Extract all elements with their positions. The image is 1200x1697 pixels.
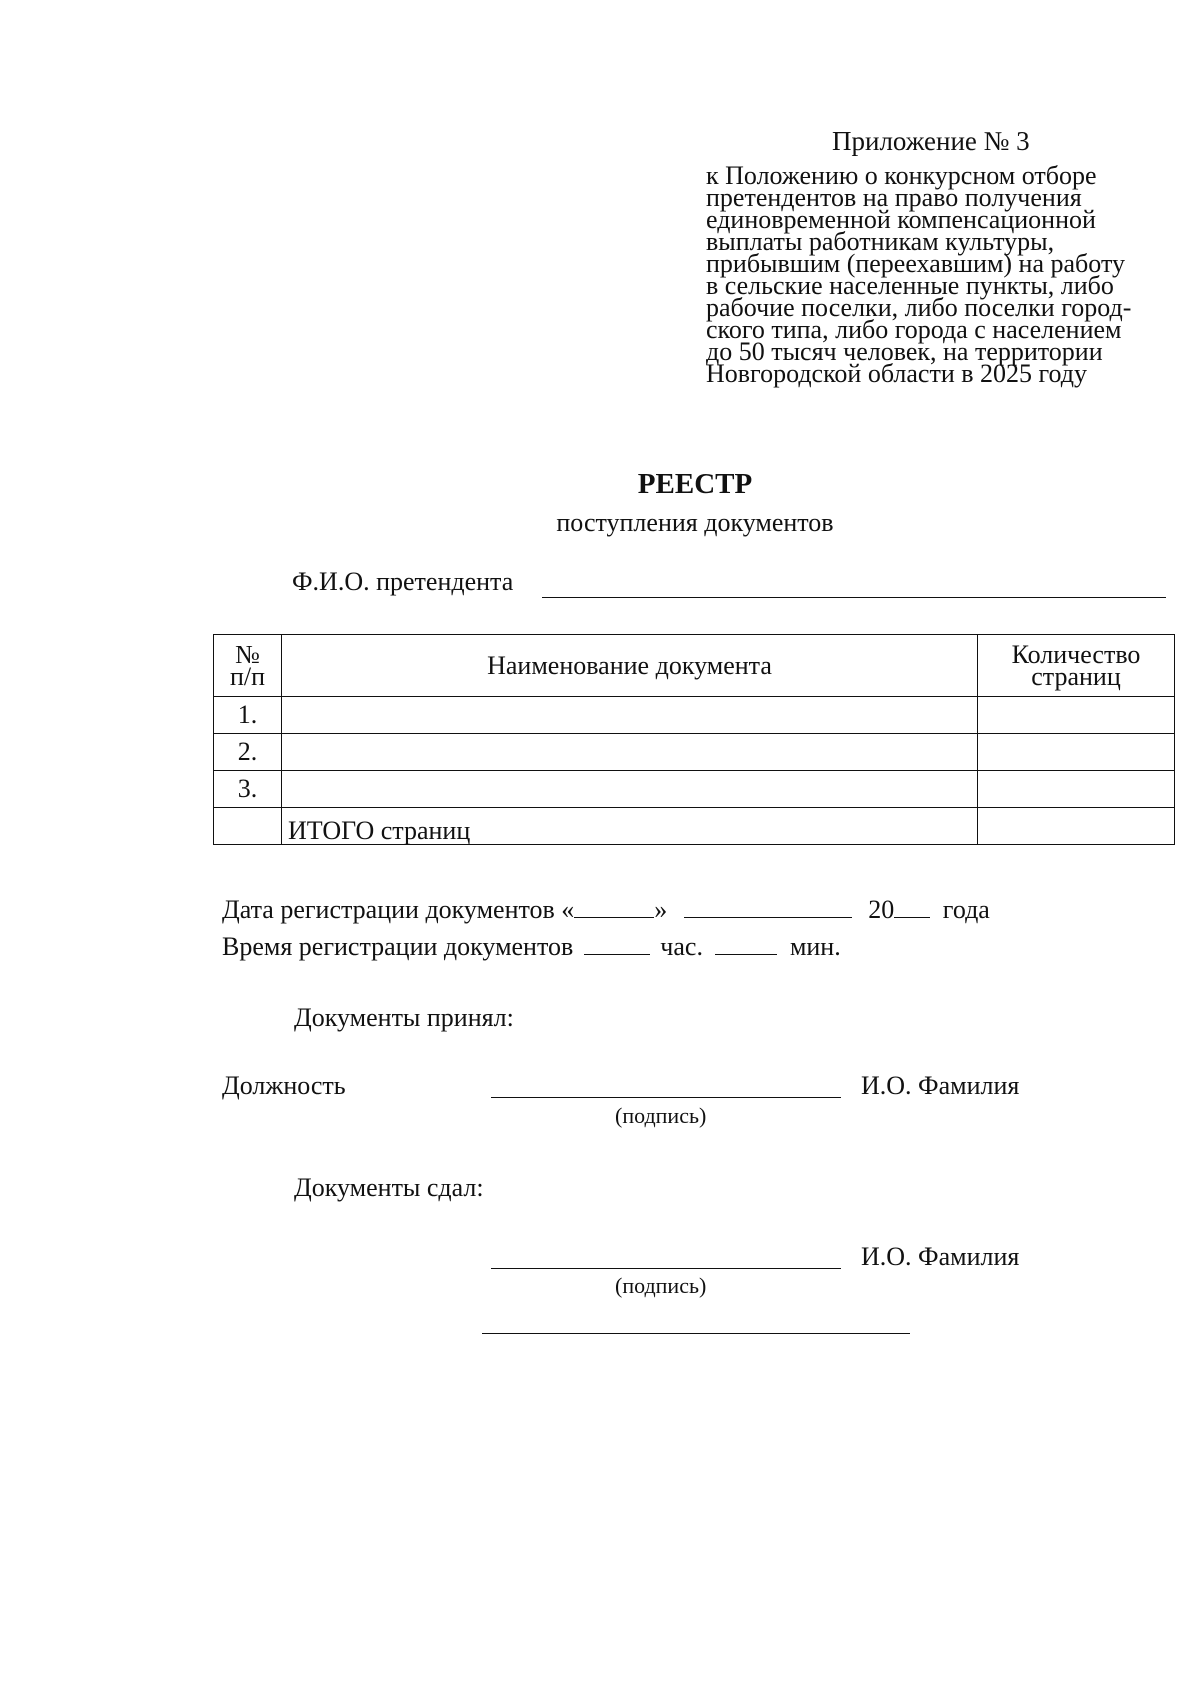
registration-hours-unit: час. — [660, 932, 703, 961]
header-pages-line: страниц — [1031, 661, 1121, 691]
submitted-signature-line[interactable] — [491, 1268, 841, 1269]
appendix-line: до 50 тысяч человек, на территории — [706, 337, 1103, 366]
total-pages-label: ИТОГО страниц — [282, 808, 978, 845]
appendix-reference — [706, 161, 1176, 388]
appendix-line: единовременной компенсационной — [706, 205, 1096, 234]
registration-month-field[interactable] — [684, 895, 852, 918]
appendix-line: к Положению о конкурсном отборе — [706, 161, 1097, 190]
document-name-cell[interactable] — [282, 697, 978, 734]
appendix-line: ского типа, либо города с населением — [706, 315, 1122, 344]
header-number-line: п/п — [229, 661, 266, 691]
register-title: РЕЕСТР — [637, 468, 753, 500]
page-count-cell[interactable] — [978, 697, 1175, 734]
applicant-name-field[interactable] — [542, 597, 1166, 598]
row-number: 3. — [214, 771, 282, 808]
accepted-label: Документы принял: — [294, 1003, 514, 1032]
page-count-cell[interactable] — [978, 771, 1175, 808]
closing-rule — [482, 1333, 910, 1334]
accepted-signature-caption: (подпись) — [615, 1103, 707, 1128]
registration-time-label: Время регистрации документов — [222, 932, 574, 961]
document-name-cell[interactable] — [282, 734, 978, 771]
registration-year-prefix: 20 — [868, 895, 895, 924]
accepted-name: И.О. Фамилия — [861, 1071, 1020, 1100]
accepted-signature-line[interactable] — [491, 1097, 841, 1098]
registration-date-close: » — [654, 895, 668, 924]
appendix-line: претендентов на право получения — [706, 183, 1082, 212]
documents-table — [213, 634, 1175, 845]
table-row — [214, 734, 1175, 771]
header-page-count — [978, 635, 1175, 697]
registration-time-line — [222, 932, 841, 962]
registration-hours-field[interactable] — [584, 932, 650, 955]
appendix-line: выплаты работникам культуры, — [706, 227, 1055, 256]
submitted-signature-caption: (подпись) — [615, 1273, 707, 1298]
total-pages-cell[interactable] — [978, 808, 1175, 845]
table-header-row — [214, 635, 1175, 697]
registration-minutes-field[interactable] — [715, 932, 777, 955]
registration-day-field[interactable] — [574, 895, 654, 918]
register-subtitle: поступления документов — [556, 508, 834, 537]
header-number — [214, 635, 282, 697]
header-number-line: № — [235, 639, 260, 669]
table-row — [214, 771, 1175, 808]
header-pages-line: Количество — [1011, 639, 1141, 669]
registration-minutes-unit: мин. — [789, 932, 841, 961]
row-number: 2. — [214, 734, 282, 771]
registration-year-suffix: года — [942, 895, 990, 924]
submitted-name: И.О. Фамилия — [861, 1242, 1020, 1271]
appendix-number: Приложение № 3 — [832, 126, 1030, 156]
registration-date-label: Дата регистрации документов « — [222, 895, 575, 924]
table-row — [214, 697, 1175, 734]
registration-year-field[interactable] — [894, 895, 930, 918]
document-name-cell[interactable] — [282, 771, 978, 808]
applicant-label: Ф.И.О. претендента — [292, 567, 514, 596]
accepted-position: Должность — [222, 1071, 346, 1100]
row-number: 1. — [214, 697, 282, 734]
total-number-cell — [214, 808, 282, 845]
table-total-row — [214, 808, 1175, 845]
registration-date-line — [222, 895, 990, 925]
page-count-cell[interactable] — [978, 734, 1175, 771]
appendix-line: рабочие поселки, либо поселки город- — [706, 293, 1132, 322]
header-document-name: Наименование документа — [282, 635, 978, 697]
submitted-label: Документы сдал: — [294, 1173, 484, 1202]
appendix-line: Новгородской области в 2025 году — [706, 359, 1087, 388]
appendix-line: прибывшим (переехавшим) на работу — [706, 249, 1125, 278]
appendix-line: в сельские населенные пункты, либо — [706, 271, 1114, 300]
